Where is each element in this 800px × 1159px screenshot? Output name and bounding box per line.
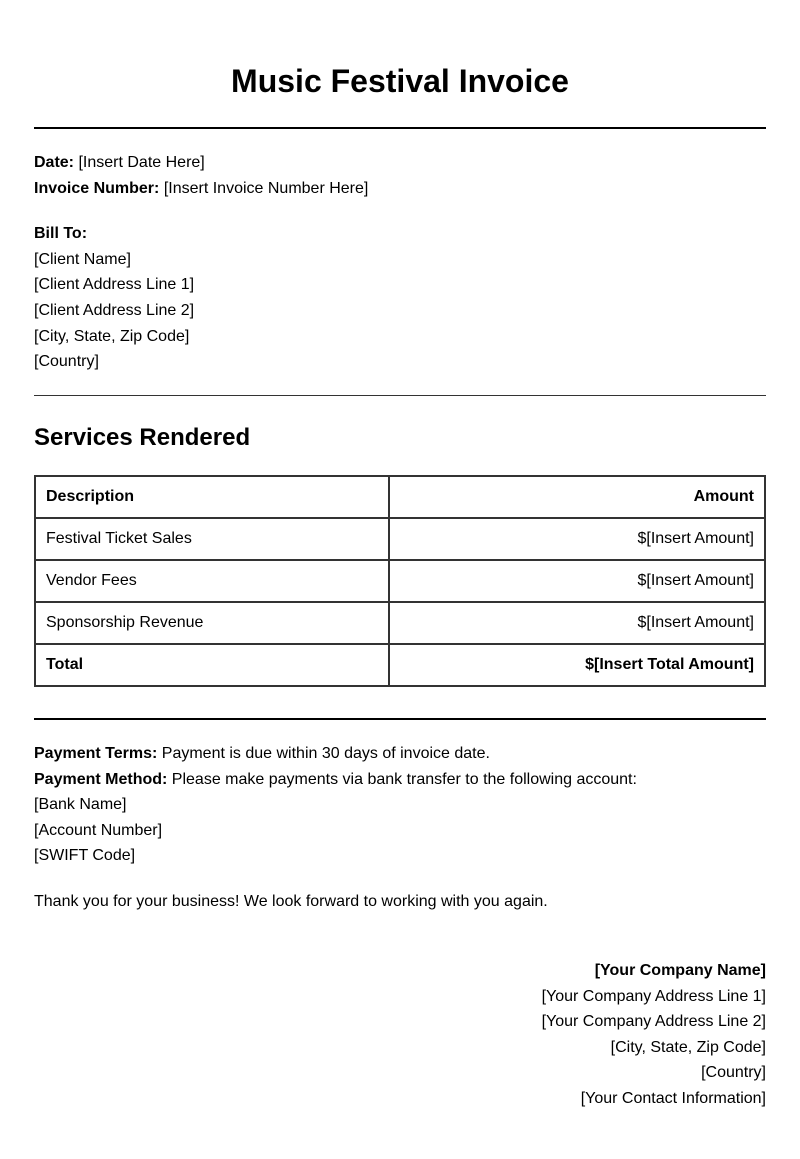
amount-column-header: Amount	[389, 476, 765, 518]
client-address-line-2: [Client Address Line 2]	[34, 302, 195, 319]
client-city-state-zip: [City, State, Zip Code]	[34, 328, 190, 345]
company-address-line-2: [Your Company Address Line 2]	[541, 1013, 766, 1031]
company-signature-block	[542, 958, 766, 1112]
row-amount: $[Insert Amount]	[389, 602, 765, 644]
company-contact-info: [Your Contact Information]	[580, 1089, 766, 1107]
company-country: [Country]	[701, 1064, 766, 1082]
table-row	[35, 518, 765, 560]
table-row	[35, 560, 765, 602]
services-table	[34, 475, 766, 687]
company-city-state-zip: [City, State, Zip Code]	[610, 1038, 766, 1056]
thank-you-note: Thank you for your business! We look forward to working with you again.	[34, 893, 548, 910]
payment-terms-label: Payment Terms:	[34, 745, 158, 762]
payment-method-line	[34, 770, 637, 790]
total-value: $[Insert Total Amount]	[389, 644, 765, 686]
client-country: [Country]	[34, 353, 99, 370]
table-divider	[34, 718, 766, 720]
company-address-line-1: [Your Company Address Line 1]	[541, 987, 766, 1005]
swift-code: [SWIFT Code]	[34, 847, 136, 864]
row-amount: $[Insert Amount]	[389, 518, 765, 560]
row-description: Vendor Fees	[35, 560, 389, 602]
row-amount: $[Insert Amount]	[389, 560, 765, 602]
bill-to-label	[34, 224, 87, 244]
services-heading: Services Rendered	[34, 424, 251, 451]
invoice-title: Music Festival Invoice	[231, 63, 569, 99]
bill-to-heading: Bill To:	[34, 225, 88, 242]
bank-name: [Bank Name]	[34, 796, 127, 813]
client-name: [Client Name]	[34, 251, 131, 268]
invoice-number-label: Invoice Number:	[34, 180, 160, 197]
total-row	[35, 644, 765, 686]
payment-method-value: Please make payments via bank transfer to the following account:	[171, 771, 637, 788]
invoice-number-value: [Insert Invoice Number Here]	[163, 180, 369, 197]
date-line	[34, 153, 205, 173]
row-description: Festival Ticket Sales	[35, 518, 389, 560]
client-address-line-1: [Client Address Line 1]	[34, 276, 195, 293]
date-label: Date:	[34, 154, 75, 171]
title-divider	[34, 127, 766, 129]
table-header-row	[35, 476, 765, 518]
account-number: [Account Number]	[34, 822, 163, 839]
bill-to-divider	[34, 395, 766, 396]
row-description: Sponsorship Revenue	[35, 602, 389, 644]
table-row	[35, 602, 765, 644]
payment-terms-value: Payment is due within 30 days of invoice date.	[161, 745, 490, 762]
company-name: [Your Company Name]	[594, 962, 766, 979]
total-label: Total	[35, 644, 389, 686]
invoice-number-line	[34, 179, 368, 199]
payment-terms-line	[34, 744, 490, 764]
payment-method-label: Payment Method:	[34, 771, 168, 788]
description-column-header: Description	[35, 476, 389, 518]
date-value: [Insert Date Here]	[78, 154, 205, 171]
